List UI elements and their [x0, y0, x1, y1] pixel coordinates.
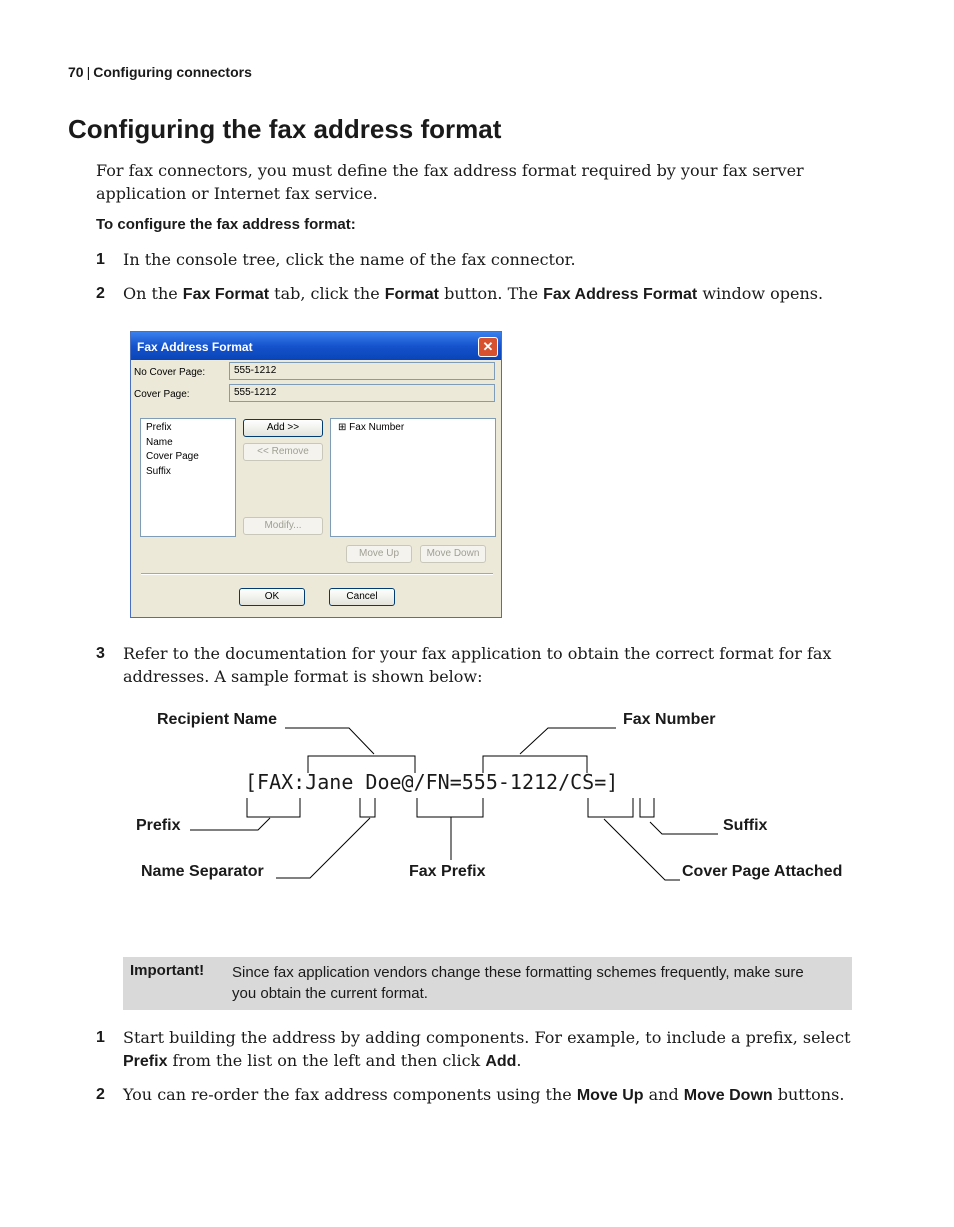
recipient-name-label: Recipient Name: [157, 711, 278, 728]
step-text: You can re-order the fax address components using the Move Up and Move Down buttons.: [123, 1085, 845, 1104]
fax-format-term: Fax Format: [182, 286, 270, 303]
sample-fax-address: [FAX:Jane Doe@/FN=555-1212/CS=]: [245, 770, 619, 794]
list-item-prefix[interactable]: Prefix: [146, 422, 172, 433]
step-number: 2: [96, 1086, 105, 1103]
running-header: [68, 64, 252, 80]
list-item-cover-page[interactable]: Cover Page: [146, 451, 199, 462]
step-number: 2: [96, 285, 105, 302]
step-number: 3: [96, 645, 105, 662]
dialog-divider: [141, 573, 493, 575]
list-item-name[interactable]: Name: [146, 436, 173, 448]
tree-item-fax-number[interactable]: [331, 421, 495, 436]
no-cover-page-label: No Cover Page:: [134, 367, 206, 378]
dialog-title: Fax Address Format: [137, 340, 253, 354]
ok-button[interactable]: OK: [239, 588, 305, 606]
prefix-label: Prefix: [136, 817, 181, 834]
fax-number-label: Fax Number: [623, 711, 716, 728]
cover-page-label: Cover Page:: [134, 389, 190, 400]
address-tree[interactable]: [330, 418, 496, 537]
no-cover-page-field[interactable]: 555-1212: [229, 362, 495, 380]
step-number: 1: [96, 1029, 105, 1046]
name-separator-label: Name Separator: [141, 863, 264, 880]
components-list[interactable]: [140, 418, 236, 537]
dialog-title-bar: [131, 332, 501, 360]
move-up-term: Move Up: [576, 1087, 644, 1104]
move-down-term: Move Down: [683, 1087, 773, 1104]
prefix-term: Prefix: [123, 1053, 168, 1070]
step-text: In the console tree, click the name of the fax connector.: [123, 250, 576, 269]
step-item: [96, 282, 856, 305]
move-up-button[interactable]: Move Up: [346, 545, 412, 563]
step-item: [96, 248, 856, 271]
step-item: [96, 1083, 856, 1106]
step-number: 1: [96, 251, 105, 268]
expand-icon[interactable]: ⊞: [338, 422, 347, 433]
important-note: [123, 957, 852, 1010]
add-term: Add: [485, 1053, 517, 1070]
step-item: [96, 1026, 856, 1072]
format-term: Format: [384, 286, 439, 303]
header-separator: |: [86, 64, 91, 80]
intro-paragraph: For fax connectors, you must define the fax address format required by your fax server application or Internet fax service.: [96, 161, 804, 203]
important-label: Important!: [130, 962, 205, 979]
procedure-heading: To configure the fax address format:: [96, 216, 356, 233]
tree-item-label: Fax Number: [349, 422, 405, 433]
fax-format-diagram: [120, 700, 860, 900]
add-button[interactable]: Add >>: [243, 419, 323, 437]
step-text: Refer to the documentation for your fax application to obtain the correct format for fax addresses. A sample format is shown below:: [123, 644, 832, 686]
page-title: Configuring the fax address format: [68, 114, 502, 144]
suffix-label: Suffix: [723, 817, 768, 834]
list-item-suffix[interactable]: Suffix: [146, 465, 171, 477]
modify-button[interactable]: Modify...: [243, 517, 323, 535]
close-icon[interactable]: ✕: [478, 337, 498, 357]
cover-page-field[interactable]: 555-1212: [229, 384, 495, 402]
cancel-button[interactable]: Cancel: [329, 588, 395, 606]
important-text: Since fax application vendors change these formatting schemes frequently, make sure you obtain the current format.: [232, 964, 804, 1002]
step-text: Start building the address by adding components. For example, to include a prefix, select Prefix from the list on the left and then click Add.: [123, 1028, 851, 1070]
fax-address-format-dialog: [130, 331, 502, 618]
step-text: On the Fax Format tab, click the Format button. The Fax Address Format window opens.: [123, 284, 824, 303]
page-number: 70: [68, 64, 84, 80]
cover-page-attached-label: Cover Page Attached: [682, 863, 843, 880]
fax-prefix-label: Fax Prefix: [409, 863, 486, 880]
section-name: Configuring connectors: [93, 64, 252, 80]
step-item: [96, 642, 856, 688]
move-down-button[interactable]: Move Down: [420, 545, 486, 563]
fax-address-format-term: Fax Address Format: [543, 286, 698, 303]
remove-button[interactable]: << Remove: [243, 443, 323, 461]
